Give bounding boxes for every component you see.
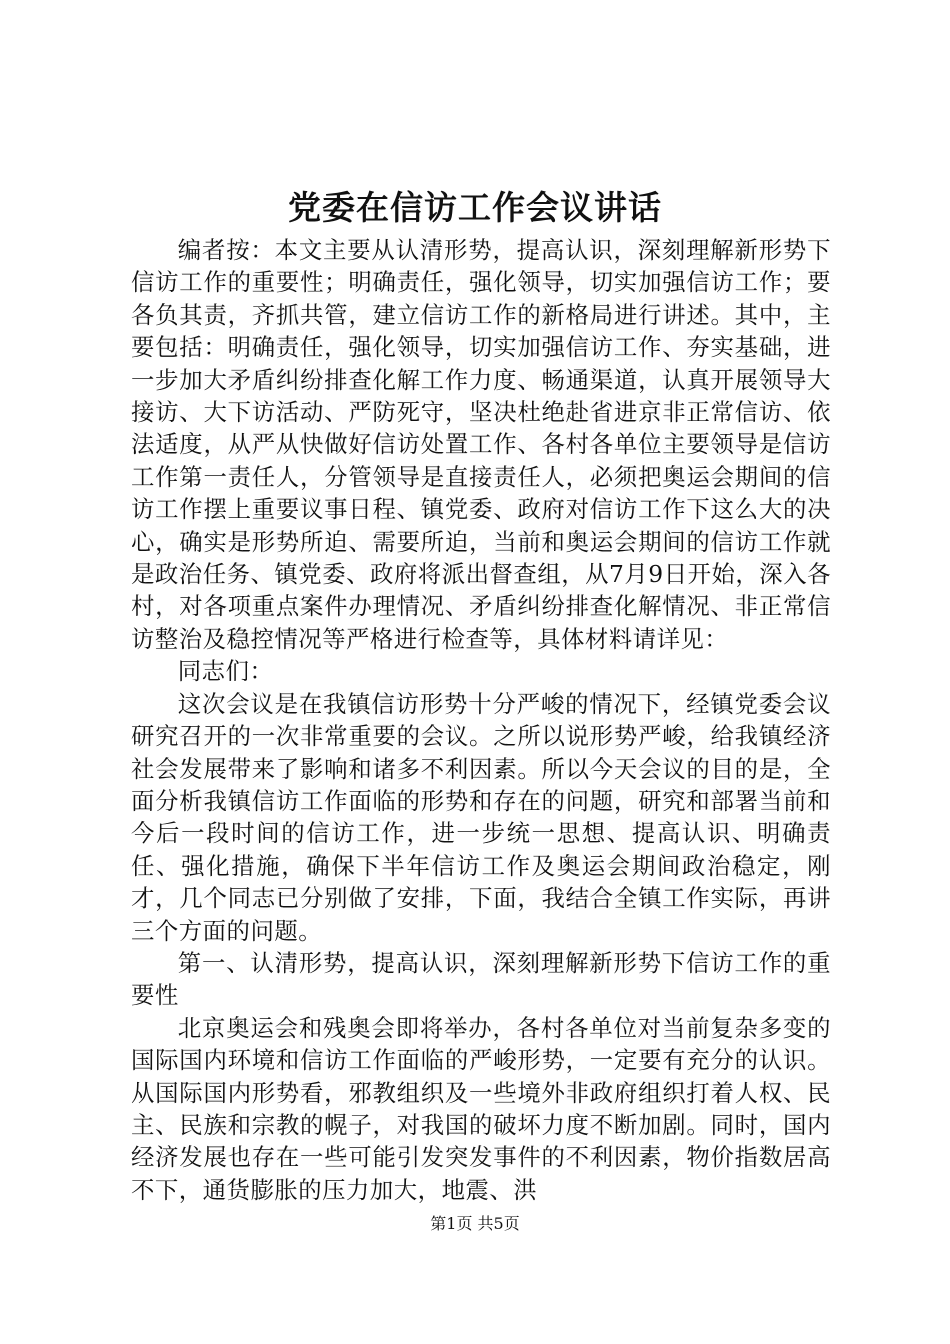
- body-paragraph: 北京奥运会和残奥会即将举办，各村各单位对当前复杂多变的国际国内环境和信访工作面临的严峻形势，一定要有充分的认识。从国际国内形势看，邪教组织及一些境外非政府组织打着人权、民主、民族和宗教的幌子，对我国的破坏力度不断加剧。同时，国内经济发展也存在一些可能引发突发事件的不利因素，物价指数居高不下，通货膨胀的压力加大，地震、洪: [131, 1013, 831, 1204]
- section-heading-paragraph: 第一、认清形势，提高认识，深刻理解新形势下信访工作的重要性: [131, 948, 831, 1010]
- document-body: [131, 234, 831, 1206]
- document-title: 党委在信访工作会议讲话: [288, 188, 662, 227]
- salutation-paragraph: 同志们：: [177, 657, 274, 686]
- body-paragraph: 这次会议是在我镇信访形势十分严峻的情况下，经镇党委会议研究召开的一次非常重要的会议。之所以说形势严峻，给我镇经济社会发展带来了影响和诸多不利因素。所以今天会议的目的是，全面分析我镇信访工作面临的形势和存在的问题，研究和部署当前和今后一段时间的信访工作，进一步统一思想、提高认识、明确责任、强化措施，确保下半年信访工作及奥运会期间政治稳定，刚才，几个同志已分别做了安排，下面，我结合全镇工作实际，再讲三个方面的问题。: [131, 689, 831, 945]
- page-number-footer: 第1页 共5页: [430, 1214, 520, 1233]
- editor-note-paragraph: 编者按：本文主要从认清形势，提高认识，深刻理解新形势下信访工作的重要性；明确责任，强化领导，切实加强信访工作；要各负其责，齐抓共管，建立信访工作的新格局进行讲述。其中，主要包括：明确责任，强化领导，切实加强信访工作、夯实基础，进一步加大矛盾纠纷排查化解工作力度、畅通渠道，认真开展领导大接访、大下访活动、严防死守，坚决杜绝赴省进京非正常信访、依法适度，从严从快做好信访处置工作、各村各单位主要领导是信访工作第一责任人，分管领导是直接责任人，必须把奥运会期间的信访工作摆上重要议事日程、镇党委、政府对信访工作下这么大的决心，确实是形势所迫、需要所迫，当前和奥运会期间的信访工作就是政治任务、镇党委、政府将派出督查组，从7月9日开始，深入各村，对各项重点案件办理情况、矛盾纠纷排查化解情况、非正常信访整治及稳控情况等严格进行检查等，具体材料请详见：: [131, 236, 831, 653]
